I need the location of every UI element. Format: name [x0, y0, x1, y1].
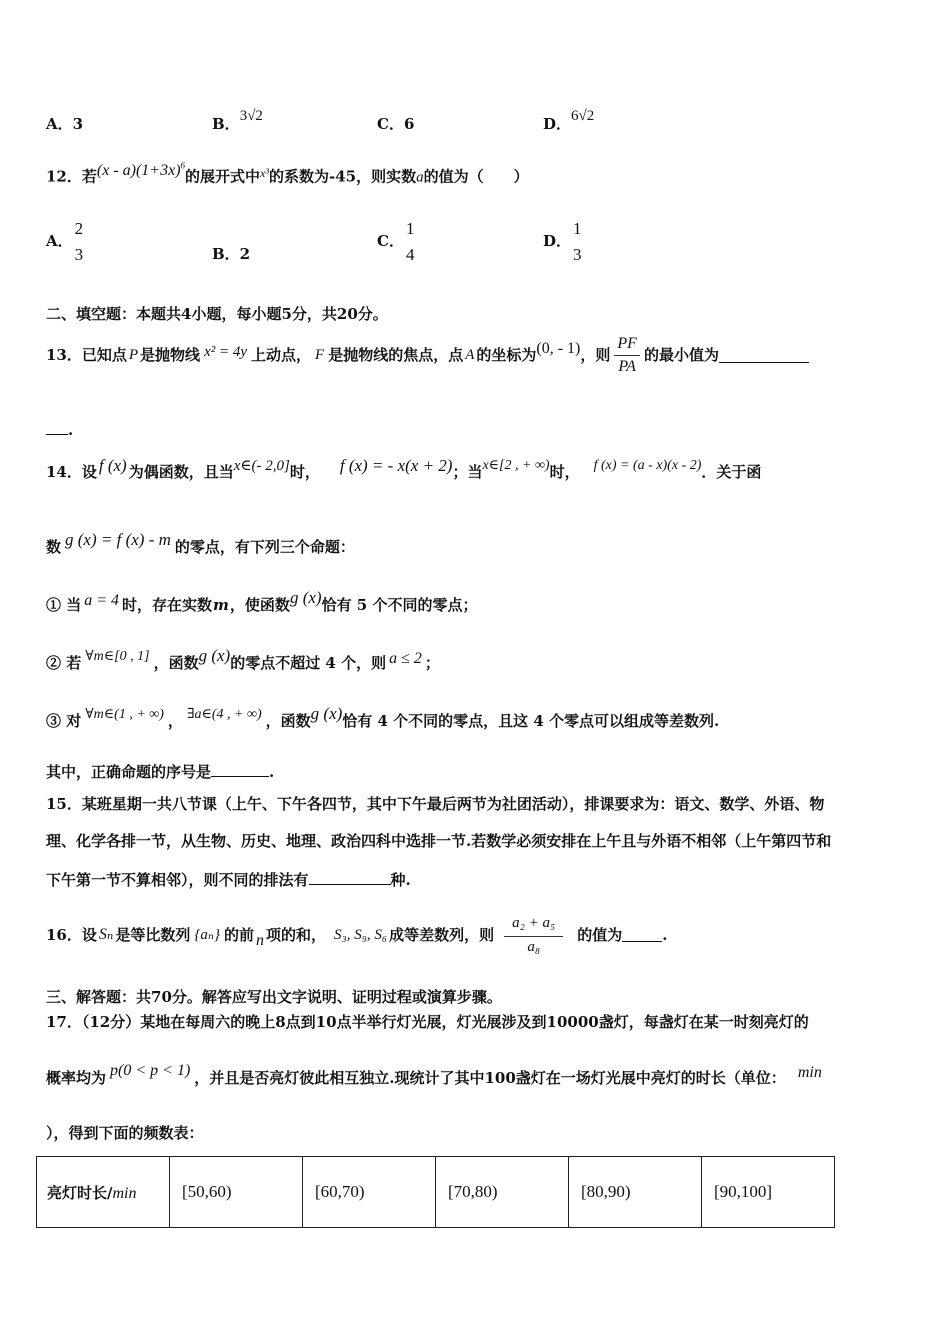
q11-option-b-label: B． — [212, 115, 240, 133]
q12-option-a-den: 3 — [74, 245, 84, 264]
q15-line-3-text: 下午第一节不算相邻），则不同的排法有 — [46, 871, 309, 889]
q13-var-f: F — [315, 346, 325, 363]
q14-stem-line1 — [46, 455, 761, 489]
q14-text-5: 时， — [549, 462, 580, 481]
q14-s2-text-d: ； — [424, 653, 440, 672]
q15-line-1: 15．某班星期一共八节课（上午、下午各四节，其中下午最后两节为社团活动），排课要求为：语文、数学、外语、物 — [46, 795, 825, 813]
table-cell: [50,60) — [170, 1157, 303, 1228]
q17-text-1: 概率均为 — [46, 1068, 107, 1087]
q17-unit-min: min — [797, 1064, 822, 1081]
q14-s1-text-b: 时，存在实数 — [122, 595, 213, 614]
q13-var-a: A — [465, 346, 475, 363]
q13-frac-num: PF — [614, 336, 640, 356]
q12-number: 12．若 — [46, 167, 97, 186]
q15-line-3 — [46, 872, 411, 888]
section-2-heading: 二、填空题：本题共4小题，每小题5分，共20分。 — [46, 305, 388, 323]
q14-s2-text-a: ② 若 — [46, 653, 82, 672]
q14-s1-condition: a = 4 — [84, 592, 120, 609]
q14-s1-text-a: ① 当 — [46, 595, 82, 614]
q12-option-b: B．2 — [212, 245, 251, 263]
q13-text-4: 是抛物线的焦点，点 — [328, 345, 464, 364]
q13-text-7: 的最小值为 — [643, 345, 719, 364]
q13-var-p: P — [128, 346, 139, 363]
q14-s1-text-d: 恰有 5 个不同的零点； — [321, 595, 478, 614]
q16-text-1: 16．设 — [46, 925, 97, 944]
q14-answer-prompt: 其中，正确命题的序号是 — [46, 763, 212, 781]
q13-end: . — [68, 421, 74, 439]
q14-s3-text-b: ， — [167, 711, 183, 730]
q16-var-sn: Sₙ — [98, 926, 114, 943]
q14-stem-line2 — [46, 529, 355, 562]
q12-var-a: a — [416, 169, 424, 186]
q14-answer-line — [46, 764, 274, 780]
q14-interval-1: x∈(- 2,0] — [233, 457, 290, 474]
q12-option-d-num: 1 — [573, 219, 582, 238]
table-header-label: 亮灯时长/ — [47, 1183, 113, 1202]
q14-s1-text-c: ，使函数 — [229, 595, 290, 614]
q13-parabola-eq: x² = 4y — [204, 343, 247, 360]
q12-x-cubed: x³ — [260, 166, 269, 181]
q13-text-3: 上动点， — [251, 345, 312, 364]
q14-s1-g-of-x: g (x) — [289, 587, 322, 607]
q13-answer-blank-tail — [46, 420, 68, 435]
q12-expression-base: (x - a)(1+3x) — [96, 162, 181, 180]
q13-stem — [46, 330, 809, 380]
q17-probability: p(0 < p < 1) — [110, 1062, 191, 1079]
q14-text-3: 时， — [289, 462, 320, 481]
q16-text-6: 的值为 — [577, 925, 623, 944]
q12-option-d-den: 3 — [573, 245, 582, 264]
q14-f-def-1: f (x) = - x(x + 2) — [339, 455, 453, 475]
q12-option-c — [377, 220, 416, 263]
q13-text-2: 是抛物线 — [140, 345, 201, 364]
q14-s2-result: a ≤ 2 — [389, 650, 422, 667]
q13-blank-continuation — [46, 420, 73, 438]
q12-text-tail: 的系数为-45，则实数 — [268, 167, 417, 186]
q14-interval-2: x∈[2 , + ∞) — [482, 458, 550, 473]
table-row — [37, 1157, 835, 1228]
q14-s3-g-of-x: g (x) — [310, 703, 343, 723]
q15-line-2: 理、化学各排一节，从生物、历史、地理、政治四科中选排一节.若数学必须安排在上午且与外语不相邻（上午第四节和 — [46, 832, 832, 850]
q16-stem — [46, 905, 667, 965]
q12-option-a-num: 2 — [74, 219, 84, 238]
q17-line-3: ），得到下面的频数表： — [46, 1124, 204, 1142]
q11-option-a: A．3 — [46, 115, 84, 133]
table-cell: [60,70) — [303, 1157, 436, 1228]
q11-option-d-label: D． — [543, 115, 572, 133]
q14-s2-text-c: 的零点不超过 4 个，则 — [230, 653, 387, 672]
q16-text-3: 的前 — [223, 925, 254, 944]
q14-s1-var-m: m — [213, 595, 229, 614]
q11-option-d — [543, 108, 595, 133]
q15-answer-blank[interactable] — [309, 872, 391, 885]
q14-f-of-x: f (x) — [98, 455, 127, 475]
q14-statement-1 — [46, 587, 478, 620]
q16-sequence: {aₙ} — [194, 926, 220, 943]
frequency-table — [36, 1156, 835, 1228]
q13-frac-den: PA — [618, 357, 636, 375]
q13-text-1: 13．已知点 — [46, 345, 127, 364]
q14-text-1: 14．设 — [46, 462, 97, 481]
q12-option-c-label: C． — [377, 232, 404, 250]
q14-f-def-2: f (x) = (a - x)(x - 2) — [593, 458, 702, 473]
q14-text-4: ；当 — [452, 462, 483, 481]
q15-line-3-end: 种. — [390, 871, 411, 889]
q12-option-d — [543, 220, 584, 263]
q14-statement-3 — [46, 703, 720, 736]
q14-s3-condition-2: ∃a∈(4 , + ∞) — [186, 707, 262, 722]
q11-option-d-value: 6√2 — [571, 108, 595, 124]
q14-g-def: g (x) = f (x) - m — [65, 529, 171, 549]
q12-expression — [97, 162, 185, 179]
q13-coordinate: (0, - 1) — [536, 340, 581, 357]
q16-terms: S₃, S₉, S₆ — [333, 926, 388, 943]
q16-end: . — [662, 925, 668, 944]
q12-stem — [46, 161, 529, 186]
q17-line-1: 17．（12分）某地在每周六的晚上8点到10点半举行灯光展，灯光展涉及到10000盏灯，每盏灯在某一时刻亮灯的 — [46, 1013, 809, 1031]
section-3-heading: 三、解答题：共70分。解答应写出文字说明、证明过程或演算步骤。 — [46, 988, 502, 1006]
q16-text-5: 成等差数列，则 — [389, 925, 495, 944]
q14-answer-blank[interactable] — [211, 764, 269, 777]
q11-option-b-value: 3√2 — [239, 108, 263, 124]
q16-frac-den: a₈ — [527, 938, 541, 955]
q11-option-c: C．6 — [377, 115, 415, 133]
q14-s2-condition: ∀m∈[0 , 1] — [85, 649, 150, 664]
q14-s3-condition-1: ∀m∈(1 , + ∞) — [85, 707, 164, 722]
q16-text-4: 项的和， — [265, 925, 326, 944]
table-cell: [80,90) — [569, 1157, 702, 1228]
q14-answer-end: . — [269, 763, 275, 781]
table-header-cell — [37, 1157, 170, 1228]
q14-text-8: 的零点，有下列三个命题： — [174, 537, 355, 556]
q16-text-2: 是等比数列 — [115, 925, 191, 944]
table-header-unit: min — [112, 1184, 137, 1202]
q12-text-end: 的值为（ ） — [423, 167, 529, 186]
q14-s2-g-of-x: g (x) — [198, 645, 231, 665]
table-cell: [70,80) — [436, 1157, 569, 1228]
q14-s3-text-c: ，函数 — [265, 711, 311, 730]
q16-answer-blank[interactable] — [622, 929, 662, 942]
q13-text-5: 的坐标为 — [476, 345, 537, 364]
q12-option-c-den: 4 — [405, 245, 415, 264]
q12-option-d-label: D． — [543, 232, 572, 250]
q16-frac-num: a₂ + a₅ — [504, 916, 563, 937]
q14-s2-text-b: ，函数 — [153, 653, 199, 672]
q12-option-c-num: 1 — [405, 219, 415, 238]
q14-text-6: ．关于函 — [701, 462, 762, 481]
q14-text-7: 数 — [46, 537, 62, 556]
q13-answer-blank[interactable] — [719, 348, 809, 363]
q12-exponent: 6 — [180, 161, 186, 171]
table-cell: [90,100] — [702, 1157, 835, 1228]
q17-text-2: ，并且是否亮灯彼此相互独立.现统计了其中100盏灯在一场灯光展中亮灯的时长（单位： — [194, 1068, 786, 1087]
q11-option-b — [212, 108, 263, 133]
q14-statement-2 — [46, 645, 440, 678]
q12-option-a — [46, 220, 85, 263]
q16-var-n: n — [255, 932, 264, 949]
q14-s3-text-a: ③ 对 — [46, 711, 82, 730]
q17-line-2 — [46, 1063, 822, 1093]
q14-text-2: 为偶函数，且当 — [128, 462, 234, 481]
q12-text-mid: 的展开式中 — [185, 167, 261, 186]
q14-s3-text-d: 恰有 4 个不同的零点，且这 4 个零点可以组成等差数列. — [342, 711, 720, 730]
q12-option-a-label: A． — [46, 232, 73, 250]
q13-text-6: ，则 — [580, 345, 611, 364]
